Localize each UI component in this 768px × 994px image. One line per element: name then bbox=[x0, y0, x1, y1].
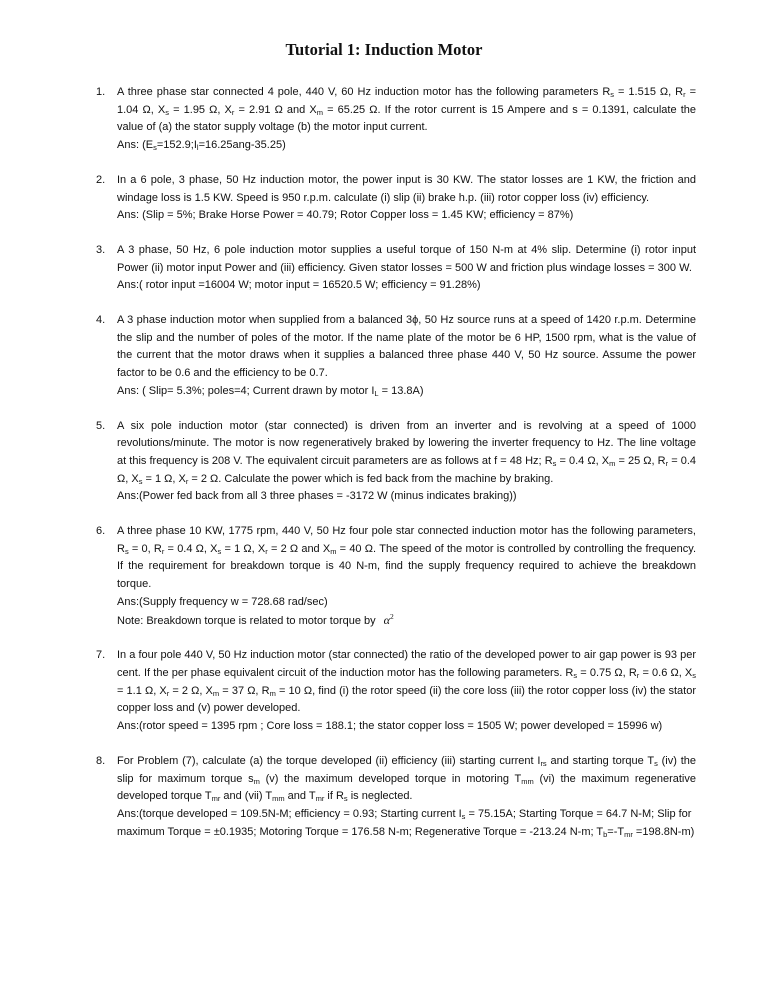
page-title: Tutorial 1: Induction Motor bbox=[285, 40, 483, 59]
problem-number: 7. bbox=[96, 649, 106, 662]
problem-number: 1. bbox=[96, 86, 106, 98]
problem-text: In a four pole 440 V, 50 Hz induction motor (star connected) the ratio of the developed power to air gap power is 93 per cent. If the per phase equivalent circuit of the induction motor has the following parameters. $R_s = 0.75$ Ω, $R_r = 0.6$ Ω, $X_s = 1.1$ Ω, $X_r = 2$ Ω, $X_m = 37$ Ω, $R_m = 10$ Ω, find (i) the rotor speed (ii) the core loss (iii) the rotor copper loss (iv) the stator copper loss and (v) power developed. bbox=[117, 649, 697, 715]
answer-text: Ans:(Power fed back from all 3 three phases = -3172 W (minus indicates braking)) bbox=[117, 490, 517, 503]
alpha-symbol: $\alpha^2$ bbox=[383, 611, 394, 627]
problem-number: 5. bbox=[96, 419, 106, 432]
problem-6 bbox=[96, 523, 696, 630]
problem-text: A three phase 10 KW, 1775 rpm, 440 V, 50 Hz four pole star connected induction motor has the following parameters, $R_s = 0$, $R_r = 0.4$ Ω, $X_s = 1$ Ω, $X_r = 2$ Ω and $X_m = 40$ Ω. The speed of the motor is controlled by controlling the frequency. If the requirement for breakdown torque is 40 N-m, find the supply frequency required to achieve the breakdown torque. bbox=[117, 525, 697, 591]
problem-3 bbox=[96, 242, 696, 295]
problem-2 bbox=[96, 172, 696, 225]
problem-4 bbox=[96, 312, 696, 401]
problem-text: A three phase star connected 4 pole, 440 V, 60 Hz induction motor has the following parameters $R_s = 1.515$ Ω, $R_r = 1.04$ Ω, $X_s = 1.95$ Ω, $X_r = 2.91$ Ω and $X_m = 65.25$ Ω. If the rotor current is 15 Ampere and s = 0.1391, calculate the value of (a) the stator supply voltage (b) the motor input current. bbox=[117, 86, 697, 134]
answer-text: Ans:( rotor input =16004 W; motor input = 16520.5 W; efficiency = 91.28%) bbox=[117, 279, 481, 292]
problem-5 bbox=[96, 418, 696, 507]
problem-7 bbox=[96, 647, 696, 736]
problem-text: A 3 phase, 50 Hz, 6 pole induction motor supplies a useful torque of 150 N-m at 4% slip. Determine (i) rotor input Power (ii) motor input Power and (iii) efficiency. Given stator losses = 500 W and friction plus windage losses = 300 W. bbox=[117, 243, 696, 274]
problem-text: In a 6 pole, 3 phase, 50 Hz induction motor, the power input is 30 KW. The stator losses are 1 KW, the friction and windage loss is 1.5 KW. Speed is 950 r.p.m. calculate (i) slip (ii) brake h.p. (iii) rotor copper loss (iv) efficiency. bbox=[117, 173, 696, 204]
answer-text: Ans: $(E_s=152.9;I_l=16.25ang-35.25)$ bbox=[117, 139, 286, 153]
problem-number: 8. bbox=[96, 754, 106, 767]
problem-text: A 3 phase induction motor when supplied from a balanced 3ϕ, 50 Hz source runs at a speed of 1420 r.p.m. Determine the slip and the number of poles of the motor. If the name plate of the motor be 6 HP, 1500 rpm, what is the value of the current that the motor draws when it supplies a balanced three phase 440 V, 50 Hz source. Assume the power factor to be 0.6 and the efficiency to be 0.7. bbox=[117, 314, 696, 380]
answer-text: Ans: ( Slip= 5.3%; poles=4; Current drawn by motor $I_L = 13.8A$) bbox=[117, 384, 424, 398]
answer-text: Ans: (Slip = 5%; Brake Horse Power = 40.79; Rotor Copper loss = 1.45 KW; efficiency = 87%) bbox=[117, 209, 574, 222]
problem-number: 4. bbox=[96, 314, 106, 327]
answer-text: Ans:(torque developed = 109.5N-M; efficiency = 0.93; Starting current $I_s = 75.15A$; Starting Torque = 64.7 N-M; Slip for maximum Torque = ±0.1935; Motoring Torque = 176.58 N-m; Regenerative Torque = -213.24 N-m; $T_b=-T_{mr} =198.8N-m$) bbox=[117, 807, 695, 839]
problem-text: A six pole induction motor (star connected) is driven from an inverter and is revolving at a speed of 1000 revolutions/minute. The motor is now regeneratively braked by lowering the inverter frequency to Hz. The line voltage at this frequency is 208 V. The equivalent circuit parameters are as follows at f = 48 Hz; $R_s = 0.4$ Ω, $X_m = 25$ Ω, $R_r = 0.4$ Ω, $X_s = 1$ Ω, $X_r = 2$ Ω. Calculate the power which is fed back from the machine by braking. bbox=[117, 419, 697, 486]
problem-8 bbox=[96, 753, 696, 842]
answer-text: Ans:(Supply frequency w = 728.68 rad/sec) bbox=[117, 595, 328, 608]
answer-text: Ans:(rotor speed = 1395 rpm ; Core loss = 188.1; the stator copper loss = 1505 W; power developed = 15996 w) bbox=[117, 720, 663, 733]
problem-number: 3. bbox=[96, 243, 106, 256]
problem-number: 2. bbox=[96, 173, 106, 186]
problem-number: 6. bbox=[96, 525, 106, 538]
problem-text: For Problem (7), calculate (a) the torque developed (ii) efficiency (iii) starting current $I_{rs}$ and starting torque $T_s$ (iv) the slip for maximum torque $s_m$ (v) the maximum developed torque in motoring $T_{mm}$ (vi) the maximum regenerative developed torque $T_{mr}$ and (vii) $T_{mm}$ and $T_{mr}$ if $R_s$ is neglected. bbox=[117, 754, 696, 804]
note-text: Note: Breakdown torque is related to motor torque by $\alpha^2$ bbox=[117, 611, 394, 627]
problem-list bbox=[96, 84, 696, 858]
problem-1 bbox=[96, 84, 696, 155]
